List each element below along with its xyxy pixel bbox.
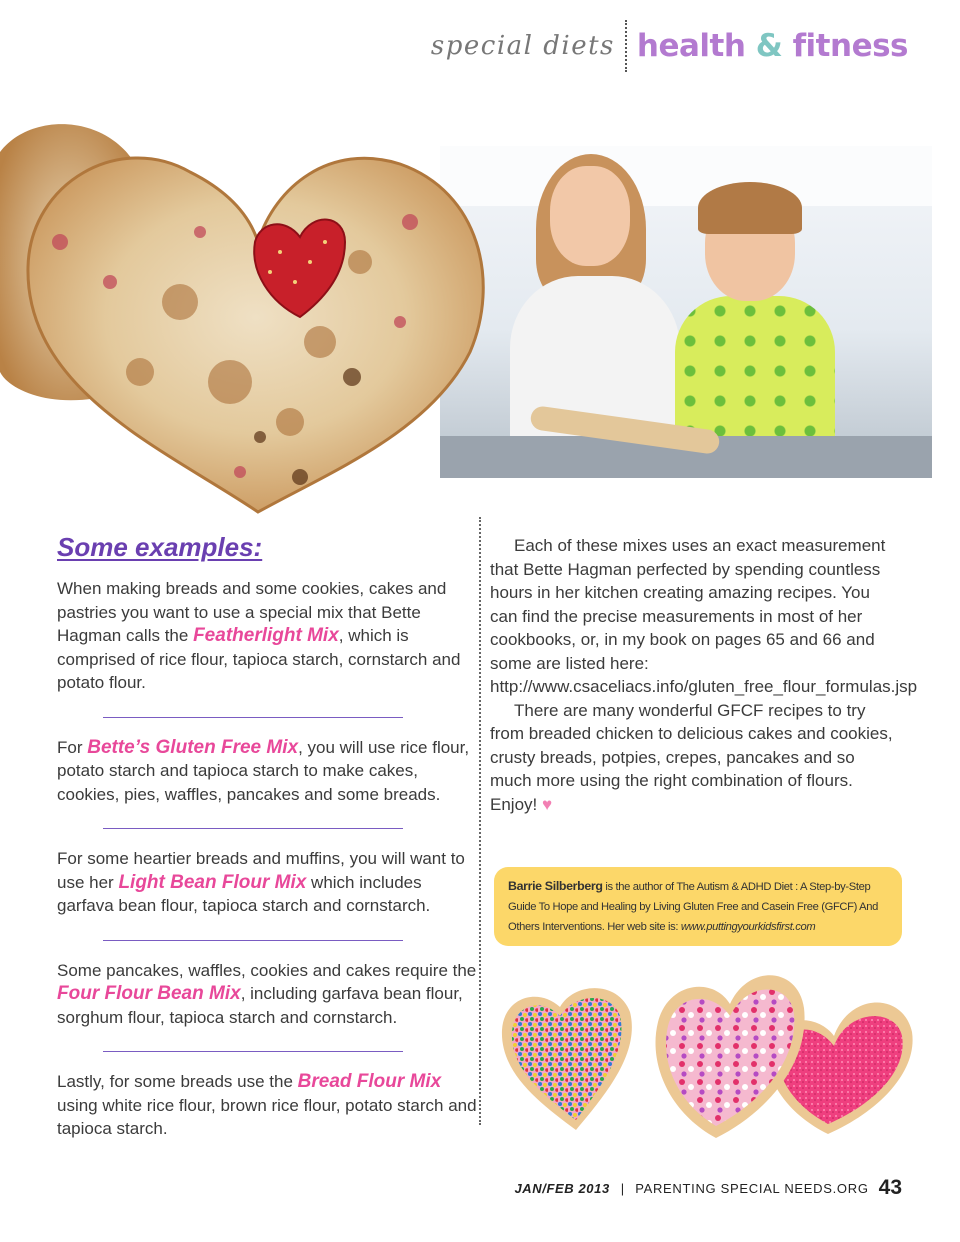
author-bio-box [494,867,902,946]
footer-separator: | [620,1180,625,1196]
separator-line [103,717,403,718]
separator-line [103,1051,403,1052]
issue-date: JAN/FEB 2013 [514,1180,610,1196]
heart-pancakes-photo [0,92,520,552]
page-footer [514,1176,902,1200]
author-name: Barrie Silberberg [508,879,603,893]
paragraph-bread-flour: Lastly, for some breads use the Bread Flour Mix using white rice flour, brown rice flour, potato starch and tapioca starch. [57,1071,477,1138]
paragraph-featherlight: When making breads and some cookies, cakes and pastries you want to use a special mix that Bette Hagman calls the Featherlight Mix, which is comprised of rice flour, tapioca starch, cornstarch and potato flour. [57,579,461,692]
section-label-special-diets: special diets [430,31,615,61]
author-bio-text: is the author of The Autism & ADHD Diet : A Step-by-Step Guide To Hope and Healing by Living Gluten Free and Casein Free (GFCF) And Others Interventions. Her web site is: [508,881,879,933]
paragraph-bettes-mix: For Bette’s Gluten Free Mix, you will use rice flour, potato starch and tapioca starch to make cakes, cookies, pies, waffles, pancakes and some breads. [57,736,470,804]
mix-name-four-flour-bean: Four Flour Bean Mix [57,983,241,1004]
page-number: 43 [878,1176,902,1199]
paragraph-four-flour: Some pancakes, waffles, cookies and cakes require the Four Flour Bean Mix, including garfava bean flour, sorghum flour, tapioca starch and cornstarch. [57,960,477,1027]
magazine-name: PARENTING SPECIAL NEEDS.ORG [635,1180,869,1196]
section-label-health-fitness: health & fitness [636,28,908,64]
mix-name-light-bean: Light Bean Flour Mix [118,871,307,893]
header-divider [625,20,627,72]
mix-name-featherlight: Featherlight Mix [193,625,339,646]
heart-icon: ♥ [541,794,553,814]
right-column [490,534,918,816]
column-divider [479,517,481,1125]
separator-line [103,828,403,829]
section-header [431,18,908,74]
mix-name-bread-flour: Bread Flour Mix [297,1071,442,1092]
paragraph-light-bean: For some heartier breads and muffins, you will want to use her Light Bean Flour Mix which includes garfava bean flour, tapioca starch and cornstarch. [57,849,465,915]
mix-name-bettes-gluten-free: Bette’s Gluten Free Mix [87,736,299,758]
paragraph-measurements: Each of these mixes uses an exact measurement that Bette Hagman perfected by spending countless hours in her kitchen creating amazing recipes. You can find the precise measurements in most of her cookbooks, or, in my book on pages 65 and 66 and some are listed here: http://www.csaceliacs.info/gluten_free_flour_formulas.jsp [490,536,918,696]
left-column [57,532,477,1141]
author-website-link[interactable]: www.puttingyourkidsfirst.com [680,921,816,933]
separator-line [103,940,403,941]
section-heading: Some examples: [57,532,263,562]
paragraph-recipes: There are many wonderful GFCF recipes to try from breaded chicken to delicious cakes and cookies, crusty breads, potpies, crepes, pancakes and so much more using the right combination of flours. Enjoy! ♥ [490,700,893,814]
heart-cookies-photo [498,952,918,1138]
